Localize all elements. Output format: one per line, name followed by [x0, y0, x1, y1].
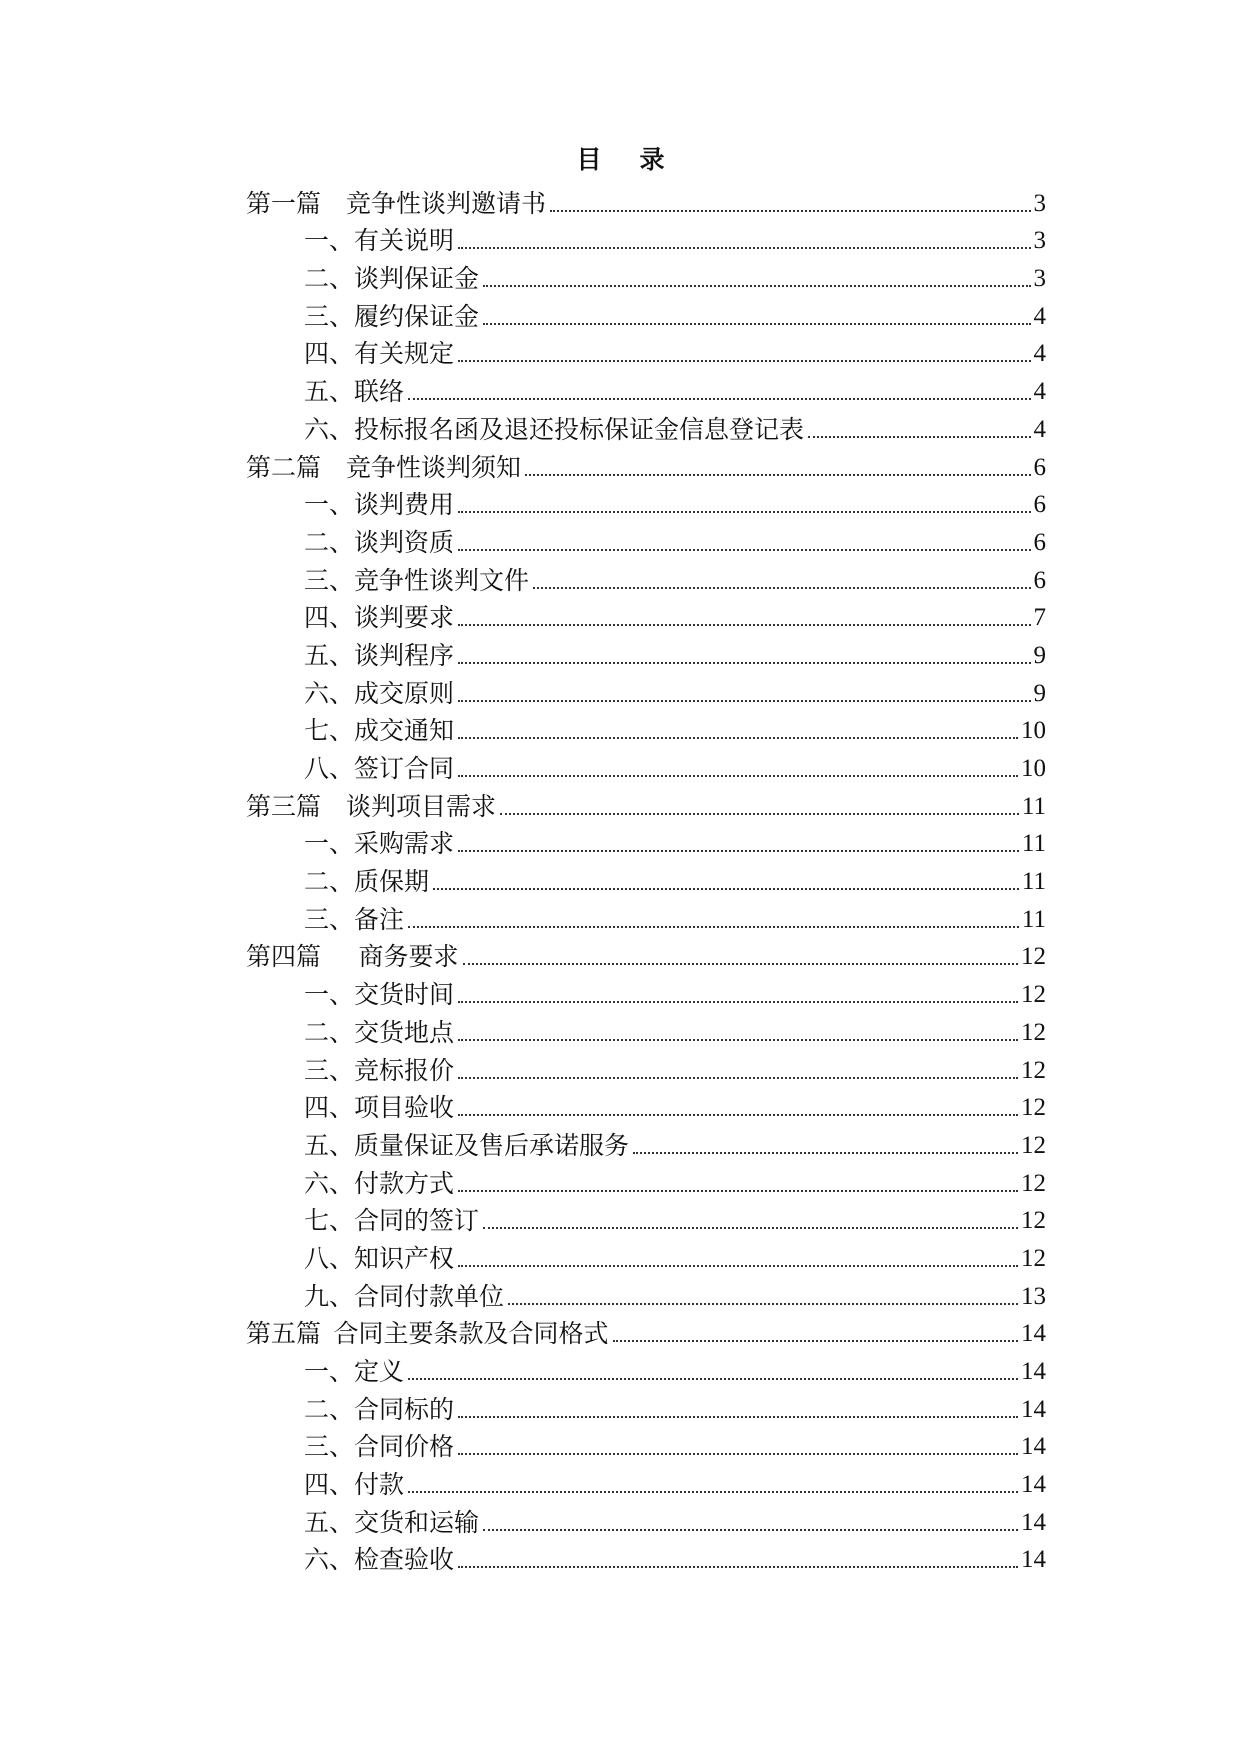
toc-entry-label: 第一篇 竞争性谈判邀请书: [246, 188, 547, 218]
toc-section-entry[interactable]: [246, 1462, 1046, 1500]
toc-section-entry[interactable]: [246, 596, 1046, 634]
toc-dot-leader: [458, 1189, 1018, 1192]
toc-dot-leader: [458, 623, 1030, 626]
toc-section-entry[interactable]: [246, 1199, 1046, 1237]
toc-part-entry[interactable]: [246, 445, 1046, 483]
toc-entry-label: 五、谈判程序: [304, 640, 455, 670]
toc-section-entry[interactable]: [246, 558, 1046, 596]
toc-section-entry[interactable]: [246, 369, 1046, 407]
toc-dot-leader: [458, 699, 1030, 702]
toc-entry-label: 第二篇 竞争性谈判须知: [246, 452, 522, 482]
toc-dot-leader: [458, 661, 1030, 664]
toc-dot-leader: [458, 1113, 1018, 1116]
toc-dot-leader: [633, 1151, 1018, 1154]
toc-dot-leader: [463, 962, 1018, 965]
toc-page-number: 12: [1021, 1244, 1046, 1272]
toc-page-number: 14: [1021, 1471, 1046, 1499]
toc-entry-label: 一、有关说明: [304, 226, 455, 256]
toc-dot-leader: [458, 510, 1030, 513]
toc-dot-leader: [483, 322, 1030, 325]
toc-section-entry[interactable]: [246, 294, 1046, 332]
toc-page-number: 12: [1021, 1018, 1046, 1046]
toc-entry-label: 二、谈判资质: [304, 527, 455, 557]
toc-entry-label: 六、成交原则: [304, 678, 455, 708]
toc-page-number: 4: [1033, 415, 1046, 443]
toc-title: [0, 143, 1241, 177]
toc-entry-label: 第四篇 商务要求: [246, 942, 459, 972]
toc-page-number: 4: [1033, 302, 1046, 330]
toc-page-number: 12: [1021, 1056, 1046, 1084]
toc-page-number: 14: [1021, 1508, 1046, 1536]
toc-dot-leader: [458, 1000, 1018, 1003]
toc-section-entry[interactable]: [246, 1349, 1046, 1387]
toc-section-entry[interactable]: [246, 671, 1046, 709]
toc-entry-label: 第三篇 谈判项目需求: [246, 791, 497, 821]
toc-section-entry[interactable]: [246, 709, 1046, 747]
toc-dot-leader: [533, 586, 1030, 589]
toc-entry-label: 八、签订合同: [304, 754, 455, 783]
toc-section-entry[interactable]: [246, 633, 1046, 671]
toc-entry-label: 五、质量保证及售后承诺服务: [304, 1130, 630, 1160]
toc-dot-leader: [458, 1415, 1018, 1418]
toc-section-entry[interactable]: [246, 1236, 1046, 1274]
toc-entry-label: 一、谈判费用: [304, 490, 455, 520]
toc-dot-leader: [508, 1302, 1018, 1305]
toc-page-number: 13: [1021, 1282, 1046, 1310]
toc-page-number: 12: [1021, 943, 1046, 971]
toc-entry-label: 二、质保期: [304, 867, 430, 897]
toc-section-entry[interactable]: [246, 859, 1046, 897]
toc-page-number: 11: [1021, 868, 1046, 896]
toc-part-entry[interactable]: [246, 935, 1046, 973]
toc-entry-label: 一、采购需求: [304, 829, 455, 859]
toc-dot-leader: [483, 284, 1030, 287]
toc-part-entry[interactable]: [246, 1312, 1046, 1350]
toc-dot-leader: [408, 1490, 1018, 1493]
toc-dot-leader: [458, 548, 1030, 551]
toc-dot-leader: [483, 1226, 1018, 1229]
toc-section-entry[interactable]: [246, 219, 1046, 257]
toc-section-entry[interactable]: [246, 520, 1046, 558]
toc-dot-leader: [458, 359, 1030, 362]
toc-page-number: 3: [1033, 189, 1046, 217]
toc-part-entry[interactable]: [246, 181, 1046, 219]
toc-entry-label: 一、交货时间: [304, 980, 455, 1010]
toc-dot-leader: [458, 1076, 1018, 1079]
toc-entry-label: 九、合同付款单位: [304, 1281, 505, 1311]
toc-page-number: 10: [1021, 755, 1046, 782]
toc-entry-label: 三、履约保证金: [304, 301, 480, 331]
toc-dot-leader: [525, 473, 1030, 476]
toc-dot-leader: [458, 1452, 1018, 1455]
toc-entry-label: 五、联络: [304, 377, 405, 407]
toc-dot-leader: [408, 925, 1019, 928]
toc-page-number: 14: [1021, 1546, 1046, 1574]
toc-entry-label: 第五篇 合同主要条款及合同格式: [246, 1319, 609, 1349]
toc-page-number: 6: [1033, 491, 1046, 519]
toc-section-entry[interactable]: [246, 972, 1046, 1010]
toc-section-entry[interactable]: [246, 1010, 1046, 1048]
toc-dot-leader: [408, 1377, 1018, 1380]
toc-dot-leader: [458, 736, 1018, 739]
toc-page-number: 6: [1033, 566, 1046, 594]
toc-dot-leader: [458, 849, 1019, 852]
toc-page-number: 12: [1021, 1207, 1046, 1235]
toc-page-number: 3: [1033, 265, 1046, 293]
toc-dot-leader: [500, 812, 1019, 815]
toc-entry-label: 四、项目验收: [304, 1093, 455, 1123]
toc-title-char-2: 录: [639, 145, 665, 174]
toc-dot-leader: [550, 209, 1030, 212]
toc-entry-label: 一、定义: [304, 1357, 405, 1386]
toc-entry-label: 三、竞争性谈判文件: [304, 565, 530, 595]
toc-entry-label: 二、谈判保证金: [304, 264, 480, 294]
toc-title-char-1: 目: [576, 145, 602, 174]
toc-page-number: 7: [1033, 604, 1046, 632]
toc-page-number: 11: [1021, 830, 1046, 858]
toc-page-number: 12: [1021, 981, 1046, 1009]
toc-dot-leader: [458, 246, 1030, 249]
toc-dot-leader: [458, 1264, 1018, 1267]
toc-page-number: 6: [1033, 528, 1046, 556]
toc-dot-leader: [458, 1565, 1018, 1568]
toc-page-number: 14: [1021, 1433, 1046, 1461]
toc-dot-leader: [433, 887, 1019, 890]
toc-entry-label: 二、合同标的: [304, 1394, 455, 1424]
toc-entry-label: 三、备注: [304, 904, 405, 934]
toc-entry-label: 五、交货和运输: [304, 1507, 480, 1537]
toc-section-entry[interactable]: [246, 822, 1046, 860]
toc-entry-label: 二、交货地点: [304, 1017, 455, 1047]
toc-dot-leader: [808, 435, 1030, 438]
toc-section-entry[interactable]: [246, 1048, 1046, 1086]
toc-entry-label: 六、检查验收: [304, 1545, 455, 1575]
toc-section-entry[interactable]: [246, 1161, 1046, 1199]
toc-dot-leader: [458, 1038, 1018, 1041]
toc-section-entry[interactable]: [246, 332, 1046, 370]
toc-page-number: 11: [1021, 905, 1046, 933]
toc-entry-label: 七、成交通知: [304, 716, 455, 746]
toc-page-number: 9: [1033, 679, 1046, 707]
toc-entry-label: 七、合同的签订: [304, 1206, 480, 1236]
toc-section-entry[interactable]: [246, 746, 1046, 784]
toc-section-entry[interactable]: [246, 897, 1046, 935]
toc-page-number: 12: [1021, 1094, 1046, 1122]
toc-list: [246, 181, 1046, 1575]
toc-page-number: 14: [1021, 1320, 1046, 1348]
toc-entry-label: 四、有关规定: [304, 339, 455, 369]
toc-page-number: 4: [1033, 340, 1046, 368]
toc-section-entry[interactable]: [246, 1274, 1046, 1312]
toc-page-number: 12: [1021, 1131, 1046, 1159]
toc-page-number: 14: [1021, 1395, 1046, 1423]
toc-page-number: 14: [1021, 1358, 1046, 1385]
toc-page-number: 4: [1033, 378, 1046, 406]
toc-entry-label: 八、知识产权: [304, 1243, 455, 1273]
toc-dot-leader: [613, 1339, 1018, 1342]
toc-part-entry[interactable]: [246, 784, 1046, 822]
toc-section-entry[interactable]: [246, 256, 1046, 294]
toc-section-entry[interactable]: [246, 1123, 1046, 1161]
toc-page-number: 10: [1021, 717, 1046, 745]
toc-section-entry[interactable]: [246, 407, 1046, 445]
toc-section-entry[interactable]: [246, 1387, 1046, 1425]
toc-section-entry[interactable]: [246, 1086, 1046, 1124]
toc-entry-label: 三、合同价格: [304, 1432, 455, 1462]
toc-dot-leader: [458, 774, 1018, 777]
toc-entry-label: 六、付款方式: [304, 1168, 455, 1198]
toc-page-number: 9: [1033, 641, 1046, 669]
toc-entry-label: 四、付款: [304, 1470, 405, 1500]
toc-section-entry[interactable]: [246, 483, 1046, 521]
toc-section-entry[interactable]: [246, 1425, 1046, 1463]
toc-entry-label: 三、竞标报价: [304, 1055, 455, 1085]
toc-dot-leader: [483, 1528, 1018, 1531]
toc-page-number: 6: [1033, 453, 1046, 481]
toc-section-entry[interactable]: [246, 1500, 1046, 1538]
toc-page-number: 3: [1033, 227, 1046, 255]
toc-page-number: 12: [1021, 1169, 1046, 1197]
toc-entry-label: 六、投标报名函及退还投标保证金信息登记表: [304, 414, 805, 444]
toc-dot-leader: [408, 397, 1030, 400]
toc-entry-label: 四、谈判要求: [304, 603, 455, 633]
toc-page-number: 11: [1021, 792, 1046, 820]
toc-section-entry[interactable]: [246, 1538, 1046, 1576]
